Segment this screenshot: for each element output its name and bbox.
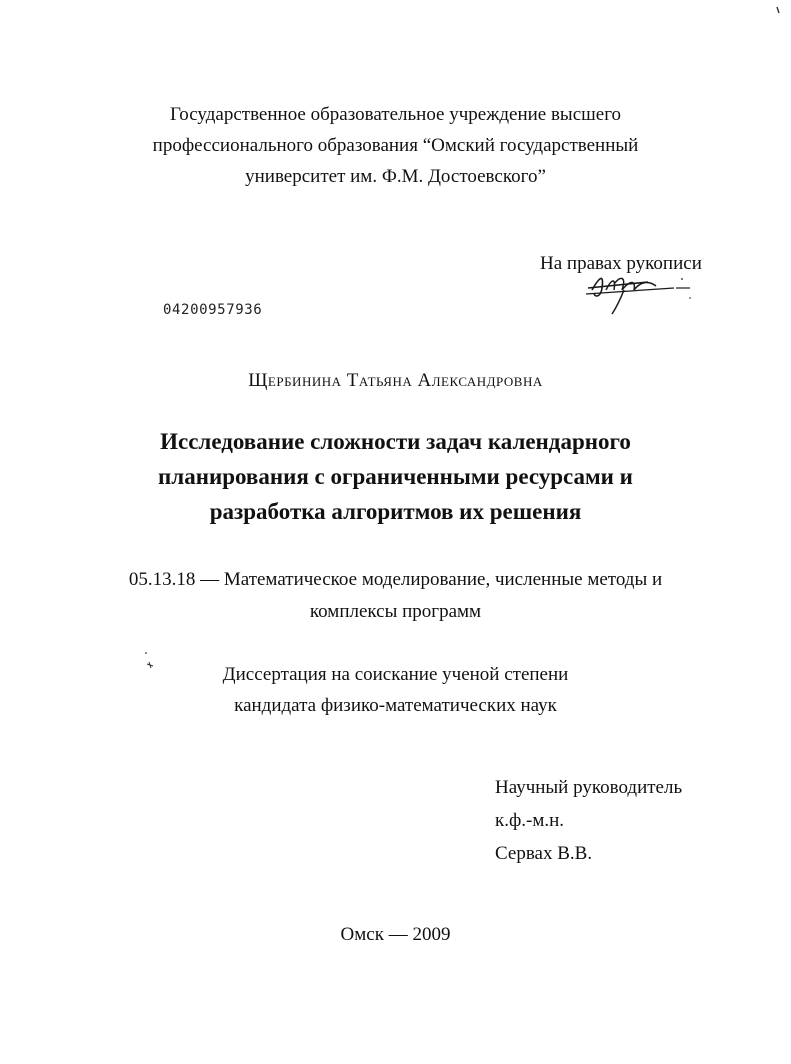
scan-speck-icon (772, 4, 784, 18)
registration-code: 04200957936 (163, 302, 263, 318)
title-line-3: разработка алгоритмов их решения (209, 499, 582, 524)
manuscript-rights-label: На правах рукописи (540, 253, 702, 274)
degree-line-1: Диссертация на соискание ученой степени (222, 664, 569, 685)
institution-line-2: профессионального образования “Омский государственный (152, 135, 639, 156)
specialty-line-2: комплексы программ (309, 601, 482, 622)
degree-line-2: кандидата физико-математических наук (234, 695, 557, 716)
title-line-2: планирования с ограниченными ресурсами и (158, 464, 633, 489)
institution-line-1: Государственное образовательное учреждение высшего (169, 104, 622, 125)
specialty-line-1: 05.13.18 — Математическое моделирование, численные методы и (128, 569, 663, 590)
supervisor-name: Сервах В.В. (495, 843, 593, 864)
place-year: Омск — 2009 (340, 924, 451, 945)
institution-line-3: университет им. Ф.М. Достоевского” (245, 166, 546, 187)
author-name: Щербинина Татьяна Александровна (248, 370, 543, 391)
signature-icon (578, 268, 698, 318)
title-line-1: Исследование сложности задач календарного (160, 429, 631, 454)
supervisor-label: Научный руководитель (495, 777, 683, 798)
supervisor-degree: к.ф.-м.н. (495, 810, 565, 831)
scan-speck-icon (143, 650, 161, 672)
